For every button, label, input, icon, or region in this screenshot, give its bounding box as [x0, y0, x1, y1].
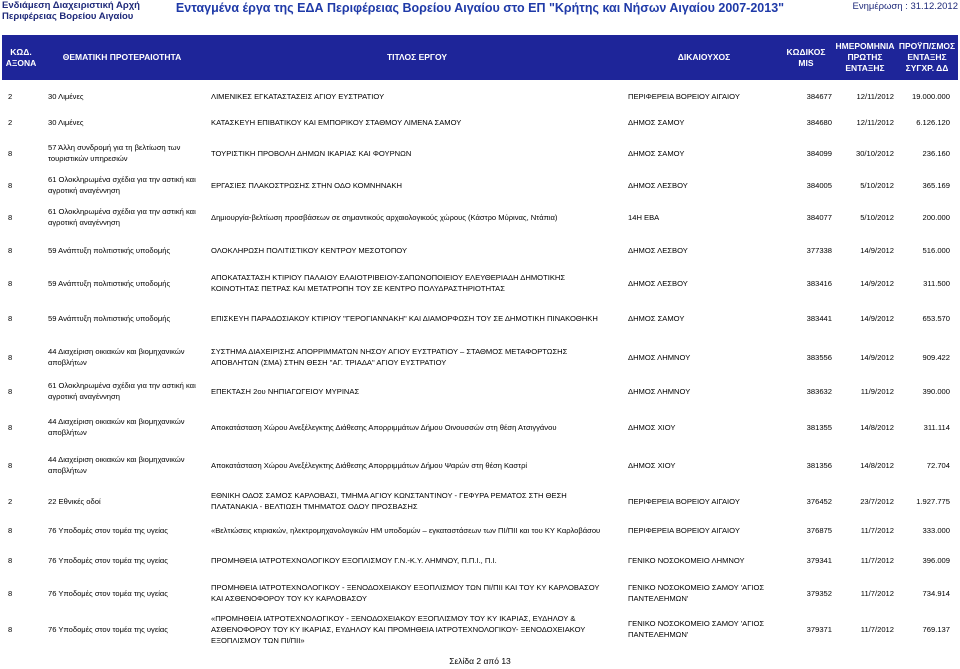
- cell-mis: 384077: [806, 212, 832, 222]
- cell-budget: 769.137: [922, 624, 950, 634]
- cell-priority: [48, 268, 208, 298]
- cell-title: [211, 86, 621, 106]
- cell-beneficiary-line: ΔΗΜΟΣ ΣΑΜΟΥ: [628, 148, 685, 158]
- cell-beneficiary: [628, 550, 778, 570]
- cell-mis: 376875: [806, 525, 832, 535]
- cell-beneficiary: [628, 450, 778, 480]
- cell-beneficiary-line: ΔΗΜΟΣ ΧΙΟΥ: [628, 460, 676, 470]
- cell-budget: 311.114: [923, 422, 950, 432]
- cell-title-line: Δημιουργία-βελτίωση προσβάσεων σε σημαντικούς αρχαιολογικούς χώρους (Κάστρο Μύρινας, Ντάπια): [211, 212, 558, 222]
- table-row: [2, 172, 958, 198]
- column-header-mis-line: ΚΩΔΙΚΟΣ: [786, 46, 826, 57]
- cell-priority-line: 57 Άλλη συνδρομή για τη βελτίωση των: [48, 143, 181, 152]
- cell-priority: [48, 308, 208, 328]
- cell-title-line: ΟΛΟΚΛΗΡΩΣΗ ΠΟΛΙΤΙΣΤΙΚΟΥ ΚΕΝΤΡΟΥ ΜΕΣΟΤΟΠΟΥ: [211, 245, 408, 255]
- cell-beneficiary-line: ΠΕΡΙΦΕΡΕΙΑ ΒΟΡΕΙΟΥ ΑΙΓΑΙΟΥ: [628, 91, 740, 101]
- cell-mis: 379371: [806, 624, 832, 634]
- column-header-code-line: ΚΩΔ.: [10, 46, 32, 57]
- cell-beneficiary: [628, 580, 778, 606]
- cell-priority: [48, 112, 208, 132]
- cell-beneficiary-line: ΔΗΜΟΣ ΣΑΜΟΥ: [628, 117, 685, 127]
- cell-title-line: ΕΘΝΙΚΗ ΟΔΟΣ ΣΑΜΟΣ ΚΑΡΛΟΒΑΣΙ, ΤΜΗΜΑ ΑΓΙΟΥ ΚΩΝΣΤΑΝΤΙΝΟΥ - ΓΕΦΥΡΑ ΡΕΜΑΤΟΣ ΣΤΗ ΘΕΣΗ: [211, 491, 567, 500]
- cell-beneficiary-line: ΠΕΡΙΦΕΡΕΙΑ ΒΟΡΕΙΟΥ ΑΙΓΑΙΟΥ: [628, 496, 740, 506]
- cell-priority-line: 44 Διαχείριση οικιακών και βιομηχανικών: [48, 455, 185, 464]
- cell-date: 14/9/2012: [860, 313, 894, 323]
- cell-priority: [48, 486, 208, 516]
- cell-beneficiary: [628, 138, 778, 168]
- cell-mis: 379352: [806, 588, 832, 598]
- column-header-code-line: ΑΞΟΝΑ: [5, 57, 37, 68]
- cell-title-line: ΠΡΟΜΗΘΕΙΑ ΙΑΤΡΟΤΕΧΝΟΛΟΓΙΚΟΥ - ΞΕΝΟΔΟΧΕΙΑΚΟΥ ΕΞΟΠΛΙΣΜΟΥ ΤΩΝ ΠΙ/ΠΙΙ ΚΑΙ ΤΟΥ ΚΥ ΚΑΡΛΟΒΑΣΟΥ: [211, 583, 600, 592]
- cell-title-line: ΑΣΘΕΝΟΦΟΡΟΥ ΤΟΥ ΚΥ ΙΚΑΡΙΑΣ, ΕΥΔΗΛΟΥ ΚΑΙ ΠΡΟΜΗΘΕΙΑ ΙΑΤΡΟΤΕΧΝΟΛΟΓΙΚΟΥ- ΞΕΝΟΔΟΧΕΙΑΚΟΥ: [211, 624, 586, 634]
- column-header-code: [2, 35, 40, 80]
- cell-beneficiary: [628, 412, 778, 442]
- cell-date: 12/11/2012: [856, 117, 894, 127]
- cell-title: [211, 240, 621, 260]
- cell-priority: [48, 202, 208, 232]
- column-header-mis-line: MIS: [798, 57, 814, 68]
- cell-beneficiary-line: ΓΕΝΙΚΟ ΝΟΣΟΚΟΜΕΙΟ ΣΑΜΟΥ 'ΑΓΙΟΣ: [628, 619, 765, 628]
- cell-budget: 236.160: [922, 148, 950, 158]
- organization-line-2: Περιφέρειας Βορείου Αιγαίου: [2, 11, 134, 22]
- cell-budget: 6.126.120: [916, 117, 950, 127]
- cell-date: 11/7/2012: [860, 588, 894, 598]
- cell-code: 8: [8, 624, 13, 634]
- cell-code: 8: [8, 352, 13, 362]
- cell-title-line: ΕΠΙΣΚΕΥΗ ΠΑΡΑΔΟΣΙΑΚΟΥ ΚΤΙΡΙΟΥ "ΓΕΡΟΓΙΑΝΝΑΚΗ" ΚΑΙ ΔΙΑΜΟΡΦΩΣΗ ΤΟΥ ΣΕ ΔΗΜΟΤΙΚΗ ΠΙΝΑΚΟΘΗΚΗ: [211, 313, 598, 323]
- cell-priority-line: 76 Υποδομές στον τομέα της υγείας: [48, 588, 168, 598]
- column-header-title-line: ΤΙΤΛΟΣ ΕΡΓΟΥ: [386, 52, 448, 62]
- cell-priority: [48, 412, 208, 442]
- cell-mis: 384005: [806, 180, 832, 190]
- cell-beneficiary-line: ΔΗΜΟΣ ΛΕΣΒΟΥ: [628, 180, 688, 190]
- cell-title-line: ΛΙΜΕΝΙΚΕΣ ΕΓΚΑΤΑΣΤΑΣΕΙΣ ΑΓΙΟΥ ΕΥΣΤΡΑΤΙΟΥ: [211, 91, 385, 101]
- cell-beneficiary: [628, 308, 778, 328]
- column-header-date-line: ΠΡΩΤΗΣ: [847, 52, 883, 62]
- cell-beneficiary: [628, 520, 778, 540]
- cell-mis: 383416: [806, 278, 832, 288]
- cell-budget: 311.500: [923, 278, 950, 288]
- cell-code: 8: [8, 525, 13, 535]
- document-title: Ενταγμένα έργα της ΕΔΑ Περιφέρειας Βορείου Αιγαίου στο ΕΠ "Κρήτης και Νήσων Αιγαίου 2007-2013": [175, 1, 785, 15]
- cell-beneficiary-line: ΔΗΜΟΣ ΛΕΣΒΟΥ: [628, 245, 688, 255]
- cell-code: 8: [8, 386, 13, 396]
- table-row: [2, 612, 958, 646]
- cell-budget: 72.704: [926, 460, 950, 470]
- table-row: [2, 112, 958, 132]
- cell-budget: 365.169: [922, 180, 950, 190]
- cell-mis: 384680: [806, 117, 832, 127]
- cell-date: 12/11/2012: [856, 91, 894, 101]
- cell-date: 5/10/2012: [860, 180, 894, 190]
- cell-priority: [48, 138, 208, 168]
- cell-title-line: ΑΠΟΒΛΗΤΩΝ (ΣΜΑ) ΣΤΗΝ ΘΕΣΗ "ΑΓ. ΤΡΙΑΔΑ" ΑΓΙΟΥ ΕΥΣΤΡΑΤΙΟΥ: [211, 358, 447, 367]
- cell-title: [211, 412, 621, 442]
- cell-code: 8: [8, 148, 13, 158]
- table-row: [2, 86, 958, 106]
- table-row: [2, 486, 958, 516]
- cell-priority-line: 59 Ανάπτυξη πολιτιστικής υποδομής: [48, 245, 171, 255]
- cell-title: [211, 342, 621, 372]
- cell-title-line: ΚΑΤΑΣΚΕΥΗ ΕΠΙΒΑΤΙΚΟΥ ΚΑΙ ΕΜΠΟΡΙΚΟΥ ΣΤΑΘΜΟΥ ΛΙΜΕΝΑ ΣΑΜΟΥ: [211, 117, 462, 127]
- cell-beneficiary-line: ΔΗΜΟΣ ΛΗΜΝΟΥ: [628, 352, 691, 362]
- cell-date: 30/10/2012: [855, 148, 894, 158]
- cell-budget: 909.422: [922, 352, 950, 362]
- table-header: [2, 35, 958, 80]
- column-header-budget-line: ΣΥΓΧΡ. ΔΔ: [905, 63, 949, 73]
- cell-budget: 396.009: [922, 555, 950, 565]
- cell-priority: [48, 612, 208, 646]
- column-header-mis: [778, 35, 834, 80]
- cell-beneficiary: [628, 112, 778, 132]
- cell-title: [211, 486, 621, 516]
- cell-code: 8: [8, 555, 13, 565]
- cell-beneficiary-line: ΓΕΝΙΚΟ ΝΟΣΟΚΟΜΕΙΟ ΛΗΜΝΟΥ: [628, 555, 745, 565]
- cell-title: [211, 520, 621, 540]
- cell-mis: 379341: [806, 555, 832, 565]
- cell-priority: [48, 520, 208, 540]
- cell-budget: 734.914: [922, 588, 950, 598]
- cell-beneficiary-line: ΔΗΜΟΣ ΛΗΜΝΟΥ: [628, 386, 691, 396]
- cell-beneficiary: [628, 202, 778, 232]
- cell-beneficiary-line: ΠΑΝΤΕΛΕΗΜΩΝ': [628, 594, 689, 603]
- cell-date: 14/8/2012: [860, 460, 894, 470]
- cell-title: [211, 450, 621, 480]
- table-row: [2, 268, 958, 298]
- cell-priority-line: 22 Εθνικές οδοί: [48, 496, 101, 506]
- cell-budget: 1.927.775: [916, 496, 950, 506]
- cell-title-line: ΕΡΓΑΣΙΕΣ ΠΛΑΚΟΣΤΡΩΣΗΣ ΣΤΗΝ ΟΔΟ ΚΟΜΝΗΝΑΚΗ: [211, 180, 402, 190]
- cell-mis: 377338: [806, 245, 832, 255]
- table-row: [2, 308, 958, 328]
- cell-code: 8: [8, 245, 13, 255]
- table-row: [2, 580, 958, 606]
- cell-title-line: Αποκατάσταση Χώρου Ανεξέλεγκτης Διάθεσης Απορριμμάτων Δήμου Οινουσσών στη θέση Ατσιγγάνου: [211, 422, 557, 432]
- cell-mis: 381355: [806, 422, 832, 432]
- cell-date: 14/9/2012: [860, 278, 894, 288]
- cell-priority-line: 76 Υποδομές στον τομέα της υγείας: [48, 525, 168, 535]
- table-row: [2, 202, 958, 232]
- cell-code: 8: [8, 278, 13, 288]
- cell-title-line: «Βελτιώσεις κτιριακών, ηλεκτρομηχανολογικών ΗΜ υποδομών – εγκαταστάσεων των ΠΙ/ΠΙΙ και του ΚΥ Καρλοβάσου: [211, 525, 601, 535]
- cell-priority-line: αγροτική αναγέννηση: [48, 392, 120, 401]
- column-header-date-line: ΗΜΕΡΟΜΗΝΙΑ: [835, 41, 895, 51]
- cell-priority-line: 59 Ανάπτυξη πολιτιστικής υποδομής: [48, 278, 171, 288]
- cell-beneficiary-line: 14Η ΕΒΑ: [628, 212, 660, 222]
- cell-title: [211, 202, 621, 232]
- cell-code: 8: [8, 313, 13, 323]
- cell-priority-line: αποβλήτων: [48, 466, 87, 475]
- cell-priority: [48, 580, 208, 606]
- column-header-beneficiary: [630, 35, 778, 80]
- cell-beneficiary: [628, 486, 778, 516]
- table-row: [2, 520, 958, 540]
- cell-priority-line: αποβλήτων: [48, 358, 87, 367]
- cell-beneficiary: [628, 342, 778, 372]
- cell-budget: 390.000: [922, 386, 950, 396]
- cell-budget: 333.000: [922, 525, 950, 535]
- cell-title: [211, 268, 621, 298]
- cell-title-line: ΠΡΟΜΗΘΕΙΑ ΙΑΤΡΟΤΕΧΝΟΛΟΓΙΚΟΥ ΕΞΟΠΛΙΣΜΟΥ Γ.Ν.-Κ.Υ. ΛΗΜΝΟΥ, Π.Π.Ι., Π.Ι.: [211, 555, 497, 565]
- column-header-beneficiary-line: ΔΙΚΑΙΟΥΧΟΣ: [677, 52, 731, 62]
- cell-priority: [48, 86, 208, 106]
- cell-code: 2: [8, 496, 13, 506]
- cell-priority-line: 61 Ολοκληρωμένα σχέδια για την αστική και: [48, 175, 196, 184]
- cell-title-line: ΕΠΕΚΤΑΣΗ 2ου ΝΗΠΙΑΓΩΓΕΙΟΥ ΜΥΡΙΝΑΣ: [211, 386, 360, 396]
- cell-title-line: ΕΞΟΠΛΙΣΜΟΥ ΤΩΝ ΠΙ/ΠΙΙ»: [211, 635, 305, 645]
- cell-date: 11/7/2012: [860, 624, 894, 634]
- column-header-budget-line: ΠΡΟΫΠ/ΣΜΟΣ: [898, 41, 956, 51]
- cell-title-line: Αποκατάσταση Χώρου Ανεξέλεγκτης Διάθεσης Απορριμμάτων Δήμου Ψαρών στη θέση Καστρί: [211, 460, 528, 470]
- column-header-date: [834, 35, 896, 80]
- cell-mis: 384099: [806, 148, 832, 158]
- cell-priority-line: 30 Λιμένες: [48, 117, 84, 127]
- cell-code: 2: [8, 91, 13, 101]
- table-row: [2, 412, 958, 442]
- cell-budget: 653.570: [922, 313, 950, 323]
- cell-priority: [48, 172, 208, 198]
- update-date: Ενημέρωση : 31.12.2012: [852, 1, 958, 12]
- cell-mis: 381356: [806, 460, 832, 470]
- cell-title: [211, 580, 621, 606]
- cell-code: 2: [8, 117, 13, 127]
- cell-priority-line: 44 Διαχείριση οικιακών και βιομηχανικών: [48, 347, 185, 356]
- cell-priority: [48, 376, 208, 406]
- cell-mis: 383556: [806, 352, 832, 362]
- table-row: [2, 550, 958, 570]
- cell-title: [211, 612, 621, 646]
- cell-title: [211, 308, 621, 328]
- cell-priority-line: 30 Λιμένες: [48, 91, 84, 101]
- cell-priority-line: 76 Υποδομές στον τομέα της υγείας: [48, 555, 168, 565]
- cell-beneficiary-line: ΠΕΡΙΦΕΡΕΙΑ ΒΟΡΕΙΟΥ ΑΙΓΑΙΟΥ: [628, 525, 740, 535]
- cell-date: 5/10/2012: [860, 212, 894, 222]
- cell-title-line: «ΠΡΟΜΗΘΕΙΑ ΙΑΤΡΟΤΕΧΝΟΛΟΓΙΚΟΥ - ΞΕΝΟΔΟΧΕΙΑΚΟΥ ΕΞΟΠΛΙΣΜΟΥ ΤΟΥ ΚΥ ΙΚΑΡΙΑΣ, ΕΥΔΗΛΟΥ &: [211, 613, 576, 623]
- cell-date: 11/7/2012: [860, 525, 894, 535]
- cell-date: 14/9/2012: [860, 245, 894, 255]
- cell-beneficiary: [628, 376, 778, 406]
- cell-priority: [48, 450, 208, 480]
- cell-beneficiary: [628, 612, 778, 646]
- cell-mis: 376452: [806, 496, 832, 506]
- cell-code: 8: [8, 460, 13, 470]
- cell-title-line: ΣΥΣΤΗΜΑ ΔΙΑΧΕΙΡΙΣΗΣ ΑΠΟΡΡΙΜΜΑΤΩΝ ΝΗΣΟΥ ΑΓΙΟΥ ΕΥΣΤΡΑΤΙΟΥ – ΣΤΑΘΜΟΣ ΜΕΤΑΦΟΡΤΩΣΗΣ: [211, 347, 568, 356]
- cell-title: [211, 550, 621, 570]
- cell-beneficiary-line: ΓΕΝΙΚΟ ΝΟΣΟΚΟΜΕΙΟ ΣΑΜΟΥ 'ΑΓΙΟΣ: [628, 583, 765, 592]
- cell-date: 14/9/2012: [860, 352, 894, 362]
- cell-title: [211, 172, 621, 198]
- cell-date: 11/9/2012: [860, 386, 894, 396]
- cell-mis: 384677: [806, 91, 832, 101]
- table-row: [2, 138, 958, 168]
- page-header: [0, 0, 960, 28]
- cell-priority-line: 61 Ολοκληρωμένα σχέδια για την αστική και: [48, 207, 196, 216]
- cell-date: 23/7/2012: [860, 496, 894, 506]
- cell-priority-line: αγροτική αναγέννηση: [48, 218, 120, 227]
- cell-priority-line: 76 Υποδομές στον τομέα της υγείας: [48, 624, 168, 634]
- cell-title: [211, 138, 621, 168]
- cell-beneficiary-line: ΔΗΜΟΣ ΛΕΣΒΟΥ: [628, 278, 688, 288]
- cell-title-line: ΠΛΑΤΑΝΑΚΙΑ - ΒΕΛΤΙΩΣΗ ΤΜΗΜΑΤΟΣ ΟΔΟΥ ΠΡΟΣΒΑΣΗΣ: [211, 502, 418, 511]
- cell-title: [211, 112, 621, 132]
- cell-priority-line: αγροτική αναγέννηση: [48, 186, 120, 195]
- cell-priority-line: 44 Διαχείριση οικιακών και βιομηχανικών: [48, 417, 185, 426]
- column-header-priority: [42, 35, 202, 80]
- cell-mis: 383632: [806, 386, 832, 396]
- cell-date: 11/7/2012: [860, 555, 894, 565]
- cell-beneficiary: [628, 268, 778, 298]
- cell-date: 14/8/2012: [860, 422, 894, 432]
- cell-beneficiary: [628, 240, 778, 260]
- column-header-budget: [896, 35, 958, 80]
- cell-code: 8: [8, 422, 13, 432]
- cell-title-line: ΚΟΙΝΟΤΗΤΑΣ ΠΕΤΡΑΣ ΚΑΙ ΜΕΤΑΤΡΟΠΗ ΤΟΥ ΣΕ ΚΕΝΤΡΟ ΠΟΛΥΔΡΑΣΤΗΡΙΟΤΗΤΑΣ: [211, 284, 505, 293]
- cell-budget: 19.000.000: [911, 91, 950, 101]
- cell-code: 8: [8, 180, 13, 190]
- cell-priority-line: αποβλήτων: [48, 428, 87, 437]
- cell-beneficiary-line: ΔΗΜΟΣ ΧΙΟΥ: [628, 422, 676, 432]
- cell-priority-line: τουριστικών υπηρεσιών: [48, 154, 128, 163]
- column-header-title: [207, 35, 627, 80]
- cell-priority: [48, 550, 208, 570]
- table-row: [2, 376, 958, 406]
- table-row: [2, 342, 958, 372]
- column-header-budget-line: ΕΝΤΑΞΗΣ: [907, 52, 947, 62]
- cell-priority: [48, 342, 208, 372]
- cell-priority-line: 59 Ανάπτυξη πολιτιστικής υποδομής: [48, 313, 171, 323]
- cell-code: 8: [8, 212, 13, 222]
- cell-title-line: ΑΠΟΚΑΤΑΣΤΑΣΗ ΚΤΙΡΙΟΥ ΠΑΛΑΙΟΥ ΕΛΑΙΟΤΡΙΒΕΙΟΥ-ΣΑΠΩΝΟΠΟΙΕΙΟΥ ΕΛΕΥΘΕΡΙΑΔΗ ΔΗΜΟΤΙΚΗΣ: [211, 273, 566, 282]
- cell-mis: 383441: [806, 313, 832, 323]
- column-header-date-line: ΕΝΤΑΞΗΣ: [845, 63, 885, 73]
- cell-budget: 516.000: [922, 245, 950, 255]
- column-header-priority-line: ΘΕΜΑΤΙΚΗ ΠΡΟΤΕΡΑΙΟΤΗΤΑ: [62, 52, 182, 62]
- cell-title-line: ΤΟΥΡΙΣΤΙΚΗ ΠΡΟΒΟΛΗ ΔΗΜΩΝ ΙΚΑΡΙΑΣ ΚΑΙ ΦΟΥΡΝΩΝ: [211, 148, 412, 158]
- table-row: [2, 450, 958, 480]
- cell-priority: [48, 240, 208, 260]
- table-row: [2, 240, 958, 260]
- cell-title-line: ΚΑΙ ΑΣΘΕΝΟΦΟΡΟΥ ΤΟΥ ΚΥ ΚΑΡΛΟΒΑΣΟΥ: [211, 594, 367, 603]
- cell-beneficiary-line: ΠΑΝΤΕΛΕΗΜΩΝ': [628, 630, 689, 639]
- cell-code: 8: [8, 588, 13, 598]
- cell-beneficiary: [628, 172, 778, 198]
- cell-beneficiary-line: ΔΗΜΟΣ ΣΑΜΟΥ: [628, 313, 685, 323]
- cell-beneficiary: [628, 86, 778, 106]
- cell-priority-line: 61 Ολοκληρωμένα σχέδια για την αστική και: [48, 381, 196, 390]
- organization-line-1: Ενδιάμεση Διαχειριστική Αρχή: [2, 0, 140, 11]
- cell-budget: 200.000: [922, 212, 950, 222]
- cell-title: [211, 376, 621, 406]
- page-number: Σελίδα 2 από 13: [449, 656, 511, 666]
